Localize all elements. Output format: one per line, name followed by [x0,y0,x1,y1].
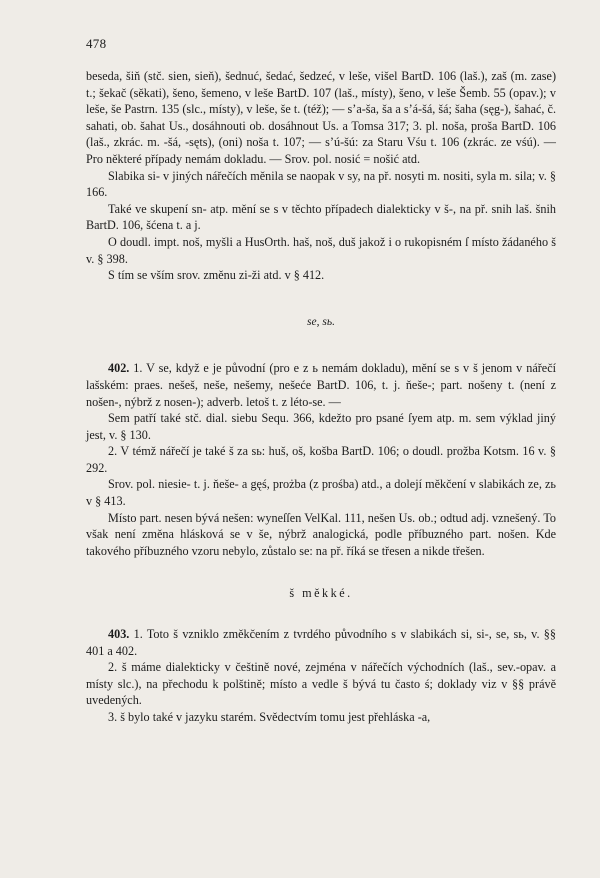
section-heading-s-mekke: š měkké. [289,586,353,601]
paragraph-si-sy: Slabika si- v jiných nářečích měnila se naopak v sy, na př. nosyti m. nositi, syla m. sila; v. § 166. [86,168,556,200]
paragraph-403-text: 1. Toto š vzniklo změkčením z tvrdého původního s v slabikách si, si-, se, sь, v. §§ 401 a 402. [86,627,556,658]
paragraph-403-3: 3. š bylo také v jazyku starém. Svědectvím tomu jest přehláska -a, [108,710,431,724]
page-text [86,68,556,726]
subheading-se: se, sь. [307,315,335,328]
paragraph-sien-examples: beseda, šiň (stč. sien, sieň), šednuć, šedać, šedzeć, v leše, višel BartD. 106 (laš.), zaš (m. zase) t.; šekač (sěkati), šeno, šemeno, v leše BartD. 107 (laš., místy), šeno, v leše Šemb. 55 (opav.); v leše, še Pastrn. 135 (slc., místy), v leše, še t. (též); — sʼa-ša, ša a sʼá-šá, šá; šaha (sęg-), šahać, č. sahati, ob. šahat Us., dosáhnouti ob. dosáhnout Us. a Tomsa 317; 3. pl. noša, proša BartD. 106 (laš., zkrác. m. -šá, -sęts), (oni) noša t. 107; — sʼú-šú: za Staru Vśu t. 106 (zkrác. ze vśú). — Pro některé případy nemám dokladu. — Srov. pol. nosić = nošić atd. [86,69,556,166]
paragraph-402-2: 2. V témž nářečí je také š za sь: huš, oš, košba BartD. 106; o doudl. prožba Kotsm. 16 v. § 292. [86,444,556,475]
page-number: 478 [86,36,107,51]
paragraph-doudl-impt: O doudl. impt. noš, myšli a HusOrth. haš, noš, duš jakož i o rukopisném ſ místo žádaného š v. § 398. [86,234,556,266]
paragraph-sn-skupeni: Také ve skupení sn- atp. mění se s v těchto případech dialekticky v š-, na př. snih laš. šnih BartD. 106, šćena t. a j. [86,201,556,233]
paragraph-402-text: 1. V se, když e je původní (pro e z ь nemám dokladu), mění se s v š jenom v nářečí lašském: praes. nešeš, neše, nešemy, nešeće BartD. 106, t. j. ňeše-; part. nošeny t. (není z nošen-, nýbrž z nosen-); adverb. letoš t. z léto-se. — [86,361,556,409]
paragraph-402-part: Místo part. nesen bývá nešen: wyneſſen VelKal. 111, nešen Us. ob.; odtud adj. vznešený. To však není změna hlásková se v še, nýbrž analogická, podle příbuzného part. nošen. Kde takového příbuzného vzoru nebylo, zůstalo se: na př. říká se třesen a nikde třešen. [86,510,556,558]
paragraph-402-pol: Srov. pol. niesie- t. j. ňeše- a gęś, prożba (z prośba) atd., a dolejí měkčení v slabikách ze, zь v § 413. [86,477,556,509]
section-number-403: 403. [108,627,130,642]
paragraph-402-1 [86,360,556,410]
section-number-402: 402. [108,361,130,376]
paragraph-403-2: 2. š máme dialekticky v češtině nové, zejména v nářečích východních (laš., sev.-opav. a místy slc.), na přechodu k polštině; místo a vedle š bývá tu často ś; doklady viz v §§ právě uvedených. [86,660,556,708]
paragraph-403-1 [86,626,556,659]
paragraph-402-stc: Sem patří také stč. dial. siebu Sequ. 366, kdežto pro psané ſyem atp. m. sem výklad jiný jest, v. § 130. [86,411,556,442]
paragraph-srov-zi: S tím se vším srov. změnu zi-ži atd. v § 412. [108,268,325,283]
